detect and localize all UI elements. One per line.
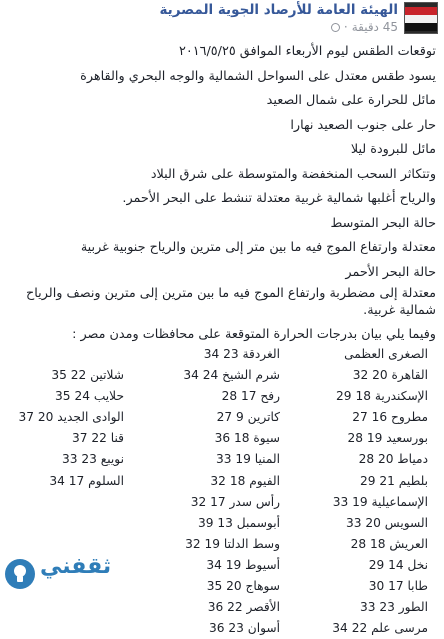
temperature-cell: مطروح 16 27 <box>352 410 428 425</box>
temperature-cell <box>18 344 124 365</box>
lightbulb-icon <box>4 558 36 590</box>
separator-dot: · <box>343 20 348 34</box>
flag-white-band <box>405 15 437 23</box>
post-paragraph: يسود طقس معتدل على السواحل الشمالية والوجه البحري والقاهرة <box>80 68 436 84</box>
temperature-cell: القاهرة 20 32 <box>352 368 428 383</box>
temperature-cell: الإسماعيلية 19 33 <box>332 494 428 509</box>
temperature-cell: الإسكندرية 18 29 <box>336 389 428 404</box>
temperature-cell: دمياط 20 28 <box>358 452 428 467</box>
temperature-cell: وسط الدلتا 19 32 <box>185 536 280 551</box>
temperature-cell: رأس سدر 17 32 <box>190 494 280 509</box>
post-paragraph: وتتكاثر السحب المنخفضة والمتوسطة على شرق البلاد <box>150 166 436 182</box>
post-header <box>0 0 444 38</box>
post-paragraph: مائل للبرودة ليلا <box>350 142 436 157</box>
temperature-cell: نويبع 23 33 <box>61 452 124 467</box>
post-paragraph: توقعات الطقس ليوم الأربعاء الموافق ٢٠١٦/٥/٢٥ <box>178 44 436 59</box>
temperature-cell: نخل 14 29 <box>368 557 428 572</box>
post-paragraph: والرياح أغلبها شمالية غربية معتدلة تنشط على البحر الأحمر. <box>122 191 436 206</box>
temperature-cell: رفح 17 28 <box>221 389 280 404</box>
page-avatar[interactable] <box>404 2 438 34</box>
timestamp-text: 45 دقيقة <box>351 20 398 34</box>
temperature-cell: السويس 20 33 <box>346 515 428 530</box>
temperature-cell: المنيا 19 33 <box>216 452 280 467</box>
globe-icon <box>331 23 340 32</box>
temperature-cell: أبوسمبل 13 39 <box>197 515 280 530</box>
post-paragraph: حار على جنوب الصعيد نهارا <box>290 117 436 133</box>
temperature-cell: مرسى علم 22 34 <box>332 621 428 636</box>
temperature-cell: الأقصر 22 36 <box>207 600 280 615</box>
temperature-cell: السلوم 17 34 <box>49 473 124 488</box>
temperature-column <box>18 344 124 492</box>
temperature-column <box>183 344 280 639</box>
site-watermark <box>0 548 130 598</box>
temperature-cell: العريش 18 28 <box>350 536 428 551</box>
temperature-cell: الصغرى العظمى <box>344 347 428 361</box>
temperature-cell: سيوة 18 36 <box>214 431 280 446</box>
flag-red-band <box>405 7 437 15</box>
temperature-cell: سوهاج 20 35 <box>206 579 280 594</box>
temperature-cell: شلاتين 22 35 <box>51 368 124 383</box>
temperature-cell: بلطيم 21 29 <box>360 473 428 488</box>
temperature-cell: أسوان 23 36 <box>208 621 280 636</box>
page-name-link[interactable]: الهيئة العامة للأرصاد الجوية المصرية <box>159 2 398 18</box>
temperature-cell: شرم الشيخ 24 34 <box>183 368 280 383</box>
post-paragraph: مائل للحرارة على شمال الصعيد <box>266 93 436 108</box>
temperature-cell: الفيوم 18 32 <box>210 473 280 488</box>
post-timestamp[interactable] <box>331 20 398 34</box>
post-paragraph: حالة البحر الأحمر <box>345 264 436 280</box>
temperature-cell: كاترين 9 27 <box>216 410 280 425</box>
temperature-column <box>332 344 428 639</box>
post-body <box>6 40 436 348</box>
post-paragraph: معتدلة وارتفاع الموج فيه ما بين متر إلى مترين والرياح جنوبية غربية <box>80 240 436 255</box>
post-paragraph: معتدلة إلى مضطربة وارتفاع الموج فيه ما بين مترين إلى مترين ونصف والرياح شمالية غربية. <box>26 286 436 318</box>
temperature-cell: الطور 23 33 <box>359 600 428 615</box>
temperature-cell: الوادى الجديد 20 37 <box>18 410 124 425</box>
temperature-cell: الغردقة 23 34 <box>203 347 280 361</box>
watermark-text: ثقفني <box>40 554 112 579</box>
temperature-cell: بورسعيد 19 28 <box>347 431 428 446</box>
post-paragraph: حالة البحر المتوسط <box>330 215 436 231</box>
post-paragraph: وفيما يلي بيان بدرجات الحرارة المتوقعة على محافظات ومدن مصر : <box>72 327 436 342</box>
temperature-cell: قنا 22 37 <box>72 431 124 446</box>
temperature-cell: أسيوط 19 34 <box>206 557 280 572</box>
temperature-cell: حلايب 24 35 <box>55 389 124 404</box>
flag-black-band <box>405 23 437 31</box>
temperature-cell: طابا 17 30 <box>368 579 428 594</box>
